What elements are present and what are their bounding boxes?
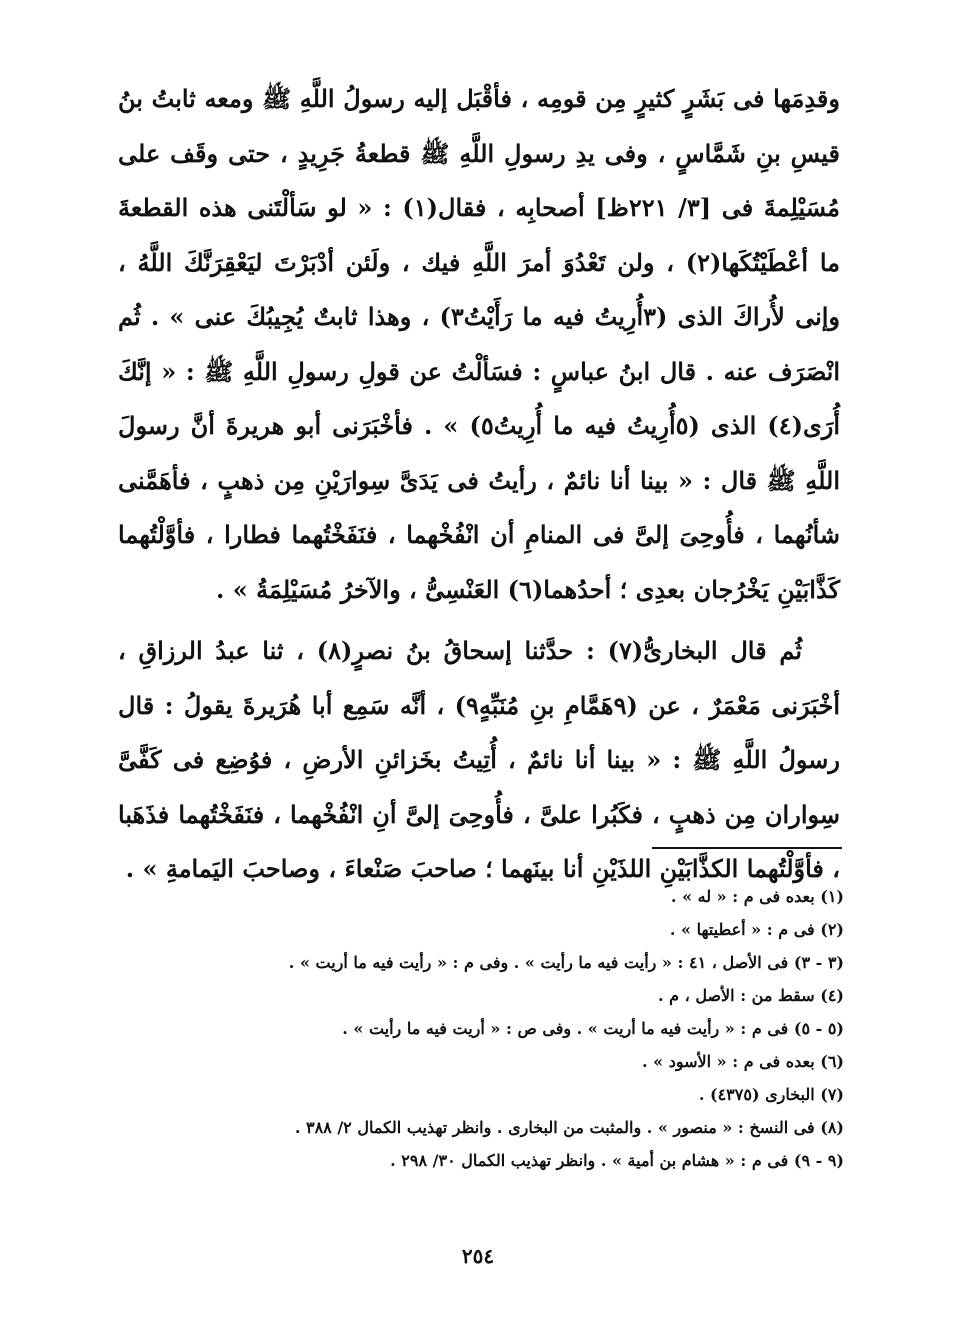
footnote-5: (٥ - ٥) فى م : « رأيت فيه ما أريت » . وفى ص : « أريت فيه ما رأيت » . — [342, 1019, 844, 1038]
footnote-1: (١) بعده فى م : « له » . — [670, 887, 844, 906]
footnote-3: (٣ - ٣) فى الأصل ، ٤١ : « رأيت فيه ما رأيت » . وفى م : « رأيت فيه ما أريت » . — [288, 953, 844, 972]
footnote-4: (٤) سقط من : الأصل ، م . — [658, 986, 844, 1005]
main-text — [118, 72, 840, 897]
footnote-2: (٢) فى م : « أعطيتها » . — [669, 920, 844, 939]
paragraph-2: ثُم قال البخارىُّ(٧) : حدَّثنا إسحاقُ بنُ نصرٍ(٨) ، ثنا عبدُ الرزاقِ ، أخْبَرَنى مَعْمَرٌ ، عن (٩هَمَّامِ بنِ مُنَبِّهٍ٩) ، أنَّه سَمِع أبا هُرَيرةَ يقولُ : قال رسولُ اللَّهِ ﷺ : « بينا أنا نائمٌ ، أُتِيتُ بخَزائنِ الأرضِ ، فوُضِع فى كَفَّىَّ سِواران مِن ذهبٍ ، فكَبُرا علىَّ ، فأُوحِىَ إلىَّ أنِ انْفُخْهما ، فنَفَخْتُهما فذَهَبا ، فأوَّلْتُهما الكذَّابَيْنِ اللذَيْنِ أنا بينَهما ؛ صاحبَ صَنْعاءَ ، وصاحبَ اليَمامةِ » . — [118, 636, 840, 883]
footnote-8: (٨) فى النسخ : « منصور » . والمثبت من البخارى . وانظر تهذيب الكمال ٢/ ٣٨٨ . — [294, 1118, 844, 1137]
page-number: ٢٥٤ — [461, 1244, 495, 1268]
footnotes — [204, 880, 844, 1177]
paragraph-1: وقدِمَها فى بَشَرٍ كثيرٍ مِن قومِه ، فأقْبَل إليه رسولُ اللَّهِ ﷺ ومعه ثابتُ بنُ قيسِ بنِ شَمَّاسٍ ، وفى يدِ رسولِ اللَّهِ ﷺ قطعةُ جَرِيدٍ ، حتى وقَف على مُسَيْلِمةَ فى [٣/ ٢٢١ظ] أصحابِه ، فقال(١) : « لو سَألْتَنى هذه القطعةَ ما أعْطَيْتُكَها(٢) ، ولن تَعْدُوَ أمرَ اللَّهِ فيك ، ولَئن أدْبَرْتَ ليَعْقِرَنَّكَ اللَّهُ ، وإنى لأُراكَ الذى (٣أُرِيتُ فيه ما رَأَيْتُ٣) ، وهذا ثابتٌ يُجِيبُكَ عنى » . ثُم انْصَرَف عنه . قال ابنُ عباسٍ : فسَألْتُ عن قولِ رسولِ اللَّهِ ﷺ : « إنَّكَ أُرَى(٤) الذى (٥أُرِيتُ فيه ما أُرِيتُ٥) » . فأخْبَرَنى أبو هريرةَ أنَّ رسولَ اللَّهِ ﷺ قال : « بينا أنا نائمٌ ، رأيتُ فى يَدَىَّ سِوارَيْنِ مِن ذهبٍ ، فأهَمَّنى شأنُهما ، فأُوحِىَ إلىَّ فى المنامِ أن انْفُخْهما ، فنَفَخْتُهما فطارا ، فأوَّلْتُهما كَذَّابَيْنِ يَخْرُجان بعدِى ؛ أحدُهما(٦) العَنْسِىُّ ، والآخرُ مُسَيْلِمَةُ » . — [118, 84, 841, 604]
footnote-9: (٩ - ٩) فى م : « هشام بن أمية » . وانظر تهذيب الكمال ٣٠/ ٢٩٨ . — [390, 1151, 844, 1170]
footnote-6: (٦) بعده فى م : « الأسود » . — [642, 1052, 844, 1071]
footnote-7: (٧) البخارى (٤٣٧٥) . — [698, 1085, 844, 1104]
footnote-separator — [652, 847, 842, 849]
